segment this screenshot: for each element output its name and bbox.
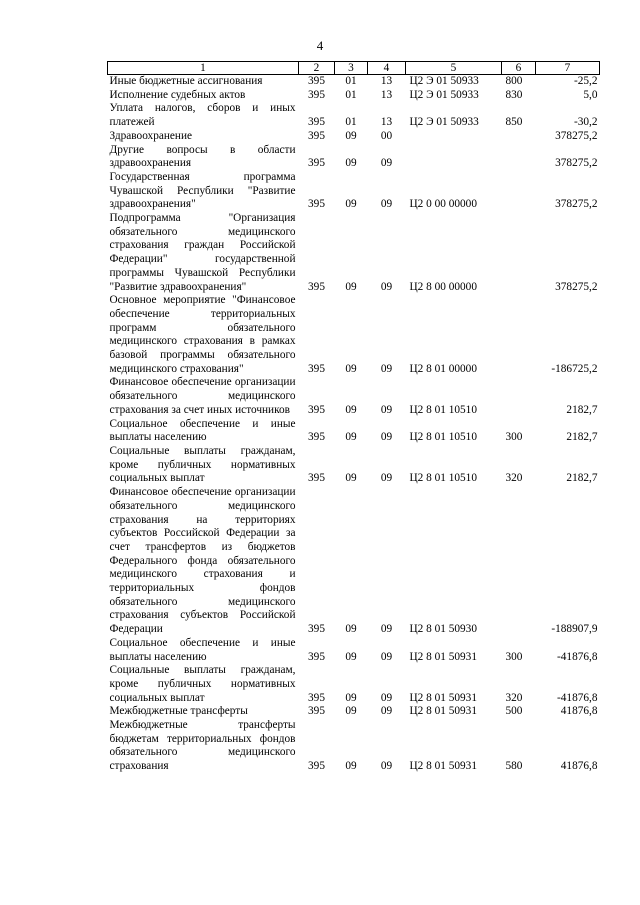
table-row <box>108 486 600 637</box>
row-name-cell: Государственная программа Чувашской Республики "Развитие здравоохранения" <box>109 170 296 211</box>
row-article-cell: Ц2 Э 01 50933 <box>409 116 479 129</box>
row-subsection-cell: 09 <box>380 157 393 170</box>
row-code-cell: 395 <box>308 705 325 718</box>
row-code-cell: 395 <box>308 280 325 293</box>
row-name-cell: Основное мероприятие "Финансовое обеспечение территориальных программ обязательного медицинского страхования в рамках базовой программы обязательного медицинского страхования" <box>109 294 296 375</box>
row-code-cell: 395 <box>308 88 325 101</box>
row-code-cell: 395 <box>308 116 325 129</box>
row-expense-type-cell: 300 <box>505 431 523 444</box>
table-row <box>108 445 600 486</box>
row-section-cell: 09 <box>345 623 357 636</box>
row-subsection-cell: 09 <box>380 623 393 636</box>
table-row <box>108 637 600 664</box>
row-section-cell: 01 <box>345 75 357 87</box>
row-section-cell: 09 <box>345 403 357 416</box>
column-header: 6 <box>502 62 536 75</box>
row-expense-type-cell <box>502 486 536 637</box>
table-row <box>108 171 600 212</box>
row-amount-cell: -188907,9 <box>551 623 598 636</box>
table-row <box>108 102 600 129</box>
row-article-cell: Ц2 8 01 00000 <box>409 362 477 375</box>
row-article-cell: Ц2 8 01 50931 <box>409 760 477 773</box>
row-article-cell: Ц2 8 01 10510 <box>409 431 477 444</box>
table-row <box>108 89 600 103</box>
page-number: 4 <box>316 38 324 53</box>
row-expense-type-cell: 300 <box>505 650 523 663</box>
table-row <box>108 294 600 376</box>
row-code-cell: 395 <box>308 75 325 87</box>
row-section-cell: 09 <box>345 280 357 293</box>
table-row <box>108 144 600 171</box>
row-amount-cell: 378275,2 <box>555 157 598 170</box>
row-amount-cell: -30,2 <box>573 116 598 129</box>
row-name-cell: Подпрограмма "Организация обязательного медицинского страхования граждан Российской Федерации" государственной программы Чувашской Республики "Развитие здравоохранения" <box>109 212 296 293</box>
row-expense-type-cell <box>502 171 536 212</box>
row-section-cell: 09 <box>345 691 357 704</box>
row-expense-type-cell <box>502 130 536 144</box>
table-row <box>108 664 600 705</box>
table-row <box>108 376 600 417</box>
row-section-cell: 09 <box>345 472 357 485</box>
row-amount-cell: 2182,7 <box>566 403 598 416</box>
row-name-cell: Исполнение судебных актов <box>109 88 246 101</box>
column-header: 5 <box>406 62 502 75</box>
row-name-cell: Межбюджетные трансферты бюджетам территориальных фондов обязательного медицинского страхования <box>109 719 296 773</box>
table-row <box>108 75 600 89</box>
row-article-cell: Ц2 Э 01 50933 <box>409 88 479 101</box>
table-row <box>108 719 600 774</box>
table-header-row <box>108 62 600 75</box>
row-subsection-cell: 09 <box>380 691 393 704</box>
row-amount-cell: 378275,2 <box>555 280 598 293</box>
row-expense-type-cell: 580 <box>505 760 523 773</box>
row-amount-cell: 378275,2 <box>555 129 598 142</box>
row-expense-type-cell: 830 <box>505 88 523 101</box>
row-article-cell <box>406 144 502 171</box>
row-amount-cell: -41876,8 <box>557 650 598 663</box>
row-code-cell: 395 <box>308 760 325 773</box>
row-name-cell: Финансовое обеспечение организации обязательного медицинского страхования за счет иных источников <box>109 376 296 416</box>
row-name-cell: Социальные выплаты гражданам, кроме публичных нормативных социальных выплат <box>109 444 296 485</box>
row-article-cell: Ц2 8 01 10510 <box>409 403 477 416</box>
row-subsection-cell: 09 <box>380 362 393 375</box>
row-expense-type-cell: 500 <box>505 705 523 718</box>
row-subsection-cell: 09 <box>380 760 393 773</box>
row-name-cell: Финансовое обеспечение организации обязательного медицинского страхования на территориях субъектов Российской Федерации за счет трансфертов из бюджетов Федерального фонда обязательного медицинского страхования и территориальных фондов обязательного медицинского страхования субъектов Российской Федерации <box>109 486 296 636</box>
row-article-cell <box>406 130 502 144</box>
row-subsection-cell: 13 <box>380 75 393 87</box>
row-article-cell: Ц2 Э 01 50933 <box>409 75 479 87</box>
row-expense-type-cell: 850 <box>505 116 523 129</box>
column-header: 4 <box>368 62 406 75</box>
row-code-cell: 395 <box>308 403 325 416</box>
row-subsection-cell: 09 <box>380 705 393 718</box>
row-subsection-cell: 09 <box>380 650 393 663</box>
row-amount-cell: 5,0 <box>583 88 598 101</box>
column-header: 7 <box>536 62 600 75</box>
row-section-cell: 09 <box>345 431 357 444</box>
row-section-cell: 01 <box>345 116 357 129</box>
row-section-cell: 09 <box>345 198 357 211</box>
row-section-cell: 09 <box>345 157 357 170</box>
row-name-cell: Социальные выплаты гражданам, кроме публичных нормативных социальных выплат <box>109 664 296 704</box>
row-amount-cell: -41876,8 <box>557 691 598 704</box>
row-amount-cell: 41876,8 <box>560 705 598 718</box>
row-subsection-cell: 13 <box>380 88 393 101</box>
row-expense-type-cell <box>502 212 536 294</box>
row-code-cell: 395 <box>308 129 325 142</box>
row-name-cell: Иные бюджетные ассигнования <box>109 75 263 87</box>
row-expense-type-cell: 800 <box>505 75 523 87</box>
row-expense-type-cell <box>502 144 536 171</box>
row-article-cell: Ц2 0 00 00000 <box>409 198 477 211</box>
row-code-cell: 395 <box>308 431 325 444</box>
row-amount-cell: -186725,2 <box>551 362 598 375</box>
row-section-cell: 09 <box>345 129 357 142</box>
row-article-cell: Ц2 8 01 10510 <box>409 472 477 485</box>
row-code-cell: 395 <box>308 650 325 663</box>
column-header: 1 <box>108 62 299 75</box>
row-subsection-cell: 00 <box>380 129 393 142</box>
row-article-cell: Ц2 8 01 50931 <box>409 705 477 718</box>
budget-table <box>107 61 600 774</box>
row-section-cell: 09 <box>345 650 357 663</box>
table-row <box>108 130 600 144</box>
row-name-cell: Социальное обеспечение и иные выплаты населению <box>109 636 296 663</box>
row-expense-type-cell <box>502 376 536 417</box>
row-amount-cell: 378275,2 <box>555 198 598 211</box>
row-expense-type-cell: 320 <box>505 691 523 704</box>
row-article-cell: Ц2 8 01 50931 <box>409 650 477 663</box>
row-name-cell: Межбюджетные трансферты <box>109 705 248 718</box>
row-section-cell: 09 <box>345 760 357 773</box>
row-subsection-cell: 09 <box>380 403 393 416</box>
row-expense-type-cell <box>502 294 536 376</box>
row-article-cell: Ц2 8 00 00000 <box>409 280 477 293</box>
table-body <box>108 75 600 774</box>
row-subsection-cell: 09 <box>380 431 393 444</box>
row-subsection-cell: 09 <box>380 198 393 211</box>
row-amount-cell: 2182,7 <box>566 472 598 485</box>
row-code-cell: 395 <box>308 362 325 375</box>
row-amount-cell: 41876,8 <box>560 760 598 773</box>
row-code-cell: 395 <box>308 691 325 704</box>
row-section-cell: 09 <box>345 705 357 718</box>
row-subsection-cell: 09 <box>380 472 393 485</box>
row-amount-cell: 2182,7 <box>566 431 598 444</box>
column-header: 2 <box>299 62 335 75</box>
row-name-cell: Другие вопросы в области здравоохранения <box>109 143 296 170</box>
row-code-cell: 395 <box>308 623 325 636</box>
table-row <box>108 705 600 719</box>
row-section-cell: 09 <box>345 362 357 375</box>
row-subsection-cell: 13 <box>380 116 393 129</box>
row-subsection-cell: 09 <box>380 280 393 293</box>
row-name-cell: Социальное обеспечение и иные выплаты населению <box>109 417 296 444</box>
row-section-cell: 01 <box>345 88 357 101</box>
row-name-cell: Здравоохранение <box>109 129 193 142</box>
table-row <box>108 418 600 445</box>
row-code-cell: 395 <box>308 198 325 211</box>
row-name-cell: Уплата налогов, сборов и иных платежей <box>109 102 296 129</box>
row-expense-type-cell: 320 <box>505 472 523 485</box>
row-article-cell: Ц2 8 01 50930 <box>409 623 477 636</box>
row-article-cell: Ц2 8 01 50931 <box>409 691 477 704</box>
row-code-cell: 395 <box>308 472 325 485</box>
row-amount-cell: -25,2 <box>573 75 598 87</box>
column-header: 3 <box>335 62 368 75</box>
row-code-cell: 395 <box>308 157 325 170</box>
table-row <box>108 212 600 294</box>
